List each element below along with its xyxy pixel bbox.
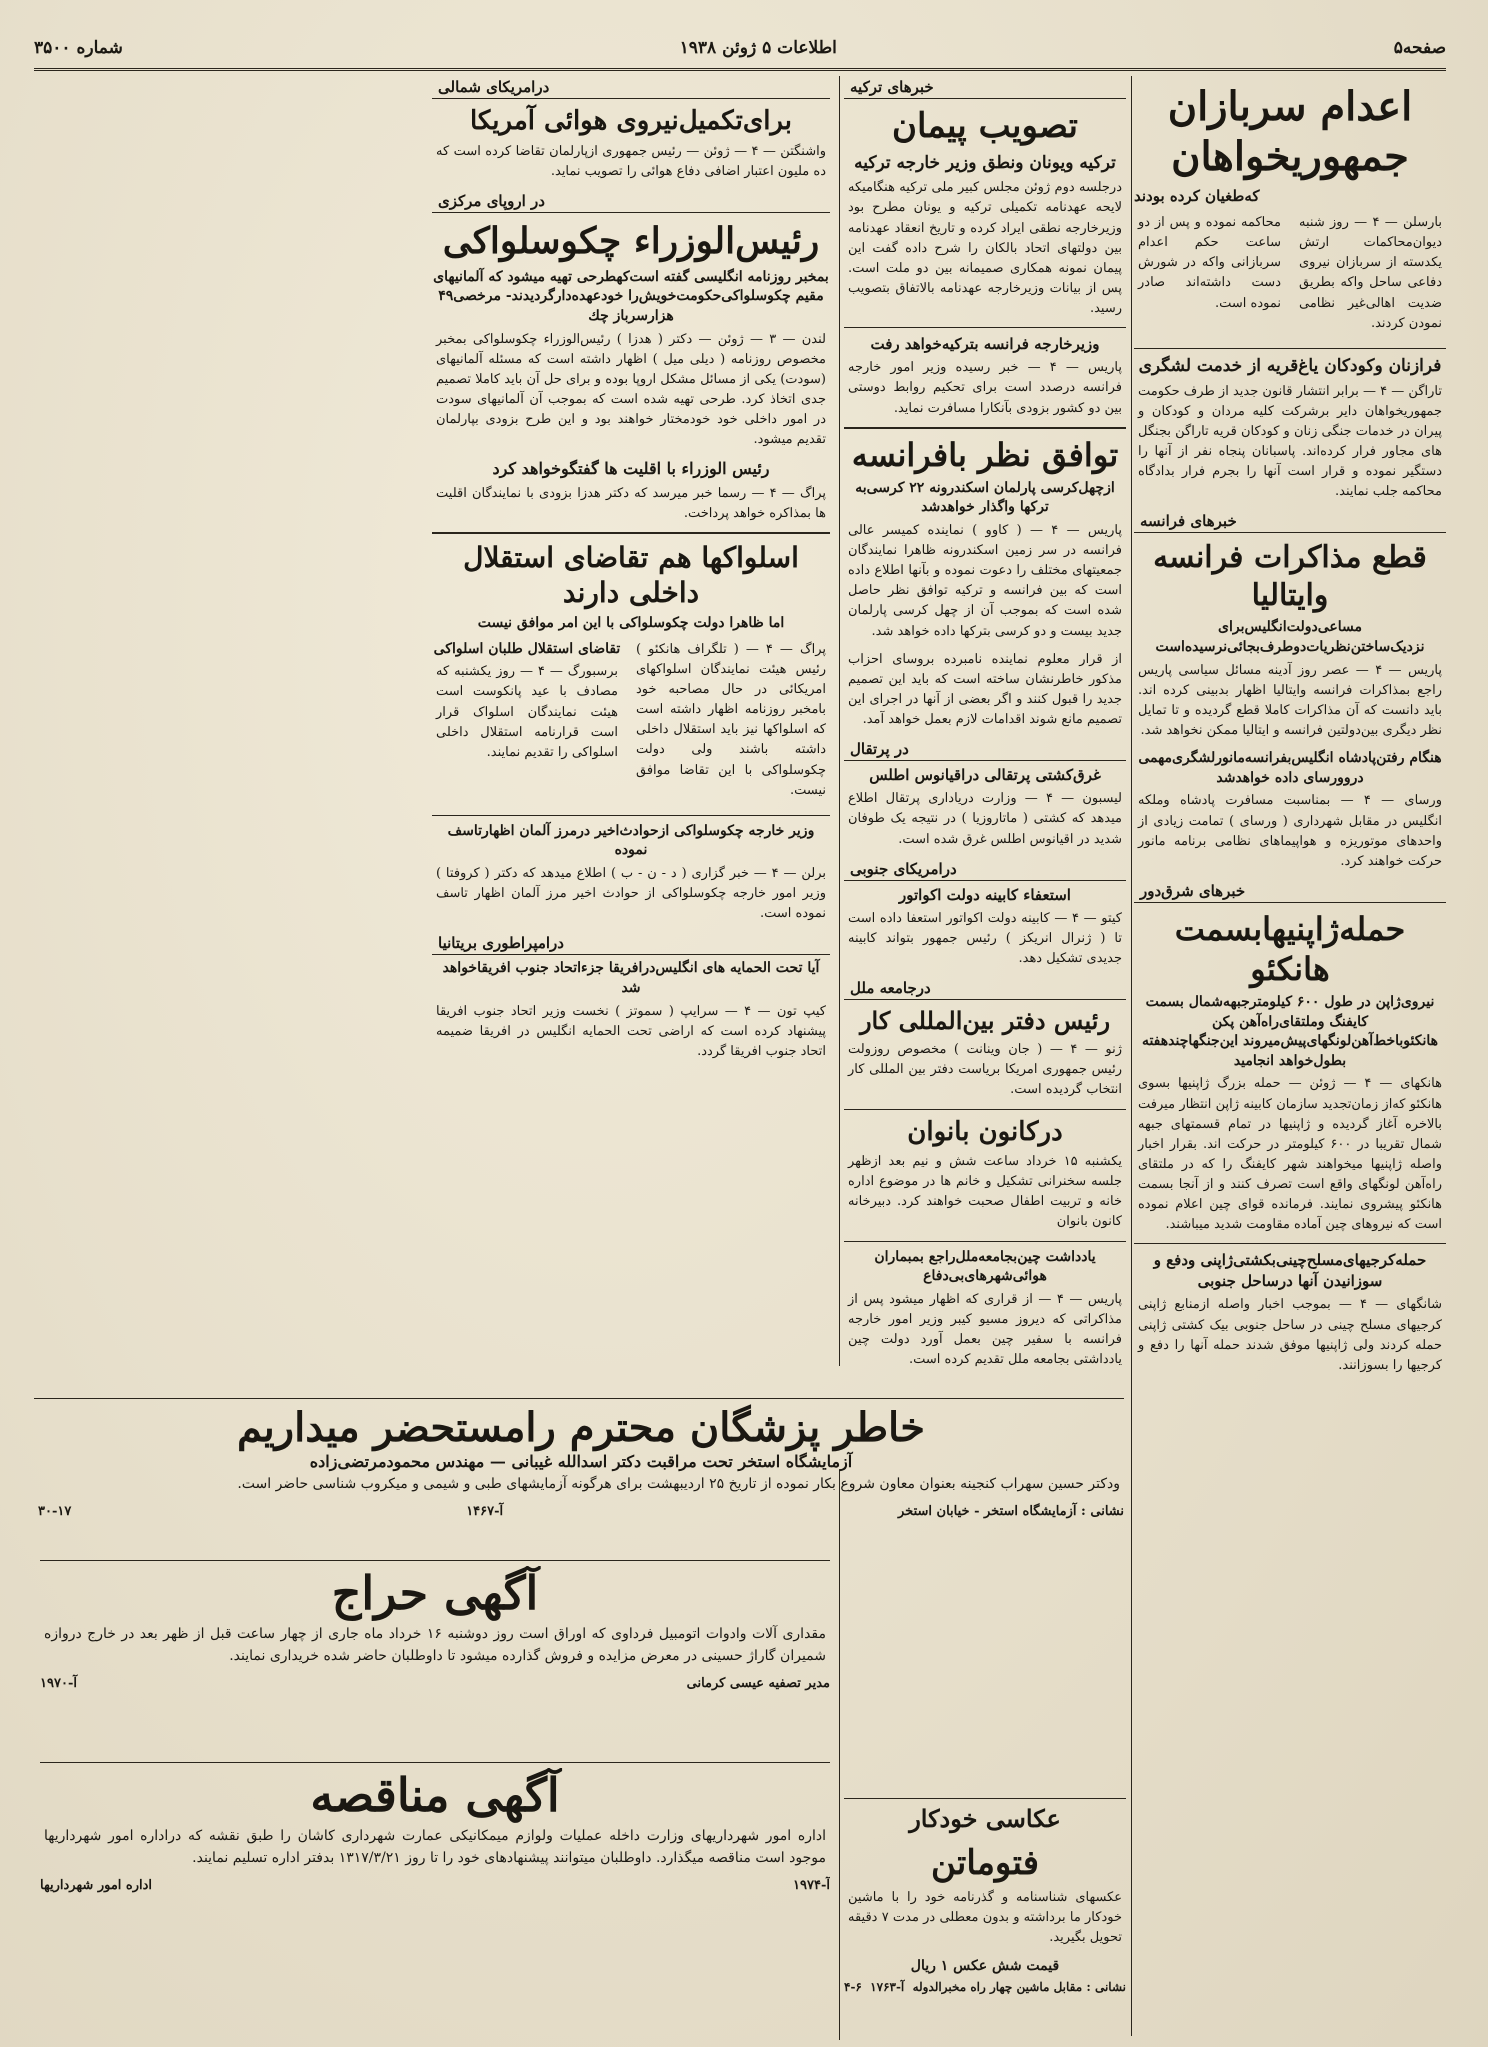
article-body: شانگهای — ۴ — بموجب اخبار واصله ازمنابع ژاپنی کرجیهای مسلح چینی در ساحل جنوبی بیک کشتی ژاپنی حمله کردند ولی ژاپنیها موفق شدند حمله آنها را دفع و کرجیها را بسوزانند. xyxy=(1138,1297,1443,1373)
headline-slovaks: اسلواکها هم تقاضای استقلال داخلی دارند xyxy=(463,541,799,610)
article-body: از قرار معلوم نماینده نامبرده بروسای احزاب مذکور خاطرنشان ساخته است که باید این تصمیم جدید را قبول کنند و اگر بعضی از آنها در اجرای این تصمیم مانع شوند اقدامات لازم بعمل خواهد آمد. xyxy=(848,651,1122,728)
headline-ship-sinking: غرق‌کشتی پرتقالی دراقیانوس اطلس xyxy=(869,766,1101,785)
masthead xyxy=(34,28,1446,71)
ad-price: قیمت شش عکس ۱ ریال xyxy=(910,1957,1060,1974)
column-rule xyxy=(839,76,840,1366)
ad-code: ۳۰-۱۷ xyxy=(38,1503,72,1519)
ad-title: آگهی حراج xyxy=(331,1566,539,1620)
headline-fm-visit: وزیرخارجه فرانسه بترکیه‌خواهد رفت xyxy=(870,335,1100,354)
date-line: اطلاعات ۵ ژوئن ۱۹۳۸ xyxy=(679,38,837,58)
article-body: لیسبون — ۴ — وزارت دریاداری پرتقال اطلاع میدهد که کشتی ( ماتاروزیا ) در نتیجه یک طوفان شدید در اقیانوس اطلس غرق شده است. xyxy=(848,791,1122,847)
article-body: پاریس — ۴ — خبر رسیده وزیر امور خارجه فرانسه درصدد است برای تحکیم روابط دوستی بین دو کشور بزودی بآنکارا مسافرت نماید. xyxy=(848,360,1122,416)
ad-code: آ-۱۷۶۳ xyxy=(870,1980,905,1995)
ad-subtitle: آزمایشگاه استخر تحت مراقبت دکتر اسدالله غیبانی — مهندس محمودمرتضی‌زاده xyxy=(309,1452,853,1471)
section-rule xyxy=(40,1762,830,1763)
ad-photobooth xyxy=(844,1798,1126,2029)
headline-czech-pm: رئیس‌الوزراء چکوسلواکی xyxy=(442,219,820,262)
headline-slovak-demands: تقاضای استقلال طلبان اسلواکی xyxy=(433,640,621,657)
headline-ecuador: استعفاء کابینه دولت اکواتور xyxy=(899,885,1071,904)
headline-france-italy: قطع مذاکرات فرانسه وایتالیا xyxy=(1153,540,1427,613)
headline-czech-fm: وزیر خارجه چکوسلواکی ازحوادث‌اخیر درمرز آلمان اظهارتاسف نموده xyxy=(447,822,815,859)
ad-title: خاطر پزشگان محترم رامستحضر میداریم xyxy=(237,1404,925,1451)
headline-women-center: درکانون بانوان xyxy=(907,1116,1063,1147)
ad-title: عکاسی خودکار xyxy=(909,1804,1061,1833)
article-body: پراگ — ۴ — رسما خبر میرسد که دکتر هدزا بزودی با نمایندگان اقلیت ها بمذاکره خواهد پرداخت. xyxy=(436,485,826,521)
ad-body: اداره امور شهرداریهای وزارت داخله عملیات ولوازم میمکانیکی عمارت شهرداری کاشان را طبق نقشه که دراداره امور شهرداریها موجود است مناقصه میگذارد. داوطلبان میتوانند پیشنهادهای خود را تا روز ۱۳۱۷/۳/۲۱ بدفتر اداره تسلیم نمایند. xyxy=(44,1828,826,1866)
article-body: پراگ — ۴ — ( تلگراف هانکئو ) رئیس هیئت نمایندگان اسلواکهای امریکائی در حال مصاحبه خود بامخبر روزنامه اظهار داشته است که اسلواکها نیز باید استقلال داخلی داشته باشند ولی دولت چکوسلواکی با این تقاضا موافق نیست. xyxy=(636,641,826,798)
article-body: محاکمه نموده و پس از دو ساعت حکم اعدام سربازانی واکه در شورش دست داشته‌اند صادر نموده است. xyxy=(1138,215,1281,311)
ad-title: فتوماتن xyxy=(931,1842,1039,1883)
section-kicker: خبرهای فرانسه xyxy=(1134,510,1446,533)
ad-body: ودکتر حسین سهراب کنجینه بعنوان معاون شروع بکار نموده از تاریخ ۲۵ اردیبهشت برای هرگونه آزمایشهای طبی و شیمی و میکروب شناسی حاضر است. xyxy=(237,1476,1120,1492)
headline-south-africa: آیا تحت الحمایه های انگلیس‌درافریقا جزءاتحاد جنوب افریقاخواهد شد xyxy=(442,960,820,996)
headline-chinese-boats: حمله‌کرجیهای‌مسلح‌چینی‌بکشتی‌ژاپنی ودفع و سوزانیدن آنها درساحل جنوبی xyxy=(1153,1251,1427,1291)
ad-auction xyxy=(40,1566,830,1756)
article-body: ورسای — ۴ — بمناسبت مسافرت پادشاه وملکه انگلیس در مقابل شهرداری ( ورسای ) تمامت زیادی از واحدهای موتوریزه و هواپیماهای نظامی برنامه مانور حرکت خواهند کرد. xyxy=(1138,793,1442,869)
ad-code: ۴-۶ xyxy=(844,1980,862,1995)
headline-versailles: هنگام رفتن‌پادشاه انگلیس‌بفرانسه‌مانورلشگری‌مهمی دروورسای داده خواهدشد xyxy=(1138,750,1442,786)
section-kicker: در اروپای مرکزی xyxy=(432,190,830,213)
column-1 xyxy=(1134,76,1446,2027)
subhead: ترکیه ویونان ونطق وزیر خارجه ترکیه xyxy=(854,152,1116,173)
page-label: صفحه۵ xyxy=(1393,38,1446,58)
headline-hankou: حمله‌ژاپنیهابسمت هانکئو xyxy=(1174,909,1406,988)
article-body: کیتو — ۴ — کابینه دولت اکواتور استعفا داده است تا ( ژنرال انریکز ) رئیس جمهور بتواند کابینه جدیدی تشکیل دهد. xyxy=(848,910,1123,966)
article-body: برلن — ۴ — خبر گزاری ( د - ن - ب ) اطلاع میدهد که دکتر ( کروفتا ) وزیر امور خارجه چکوسلواکی از حوادث اخیر مرز آلمان اظهار تاسف نموده است. xyxy=(436,865,826,922)
section-kicker: درامریکای جنوبی xyxy=(844,858,1126,881)
ad-signature: مدیر تصفیه عیسی کرمانی xyxy=(686,1675,830,1691)
subhead: اما ظاهرا دولت چکوسلواکی با این امر موافق نیست xyxy=(477,615,785,632)
ad-signature: اداره امور شهرداریها xyxy=(40,1877,153,1893)
subhead: بمخبر روزنامه انگلیسی گفته است‌کهطرحی تهیه میشود که آلمانیهای مقیم چکوسلواکی‌حکومت‌خویش‌را خودعهده‌دارگردیدند- مرخصی۴۹ هزارسرباز چك xyxy=(433,268,829,324)
ad-address: نشانی : آزمایشگاه استخر - خیابان استخر xyxy=(898,1503,1124,1519)
section-kicker: درامپراطوری بریتانیا xyxy=(432,932,830,955)
article-body: درجلسه دوم ژوئن مجلس کبیر ملی ترکیه هنگامیکه لایحه عهدنامه تکمیلی ترکیه و یونان مطرح بود وزیرخارجه نطقی ایراد کرده و تاریخ انعقاد عهدنامه بین دولتهای اتحاد بالکان را شرح داده گفت این پیمان نمونه همکاری صمیمانه بین دو ملت است. پس از بیانات وزیرخارجه عهدنامه بالاتفاق بتصویب رسید. xyxy=(848,180,1122,317)
headline-minorities: رئیس الوزراء با اقلیت ها گفتگوخواهد کرد xyxy=(492,459,770,479)
section-rule xyxy=(34,1398,1124,1399)
ad-code: آ-۱۴۶۷ xyxy=(466,1503,504,1519)
article-body: لندن — ۳ — ژوئن — دکتر ( هدزا ) رئیس‌الوزراء چکوسلواکی بمخبر مخصوص روزنامه ( دیلی میل ) اظهار داشته است که مسئله آلمانیهای (سودت) یکی از مسائل مشکل اروپا بوده و برای حل آن باید کاملا تصمیم جدی اتخاذ کرد. طرحی تهیه شده است که بموجب آن آلمانیهای سودت در امور داخلی خود خودمختار خواهند بود و این طرح بزودی بپارلمان تقدیم میشود. xyxy=(436,331,826,448)
ad-body: عکسهای شناسنامه و گذرنامه خود را با ماشین خودکار ما برداشته و بدون معطلی در مدت ۷ دقیقه تحویل بگیرید. xyxy=(848,1890,1122,1946)
column-rule xyxy=(1131,76,1132,2036)
section-kicker: خبرهای شرق‌دور xyxy=(1134,880,1446,903)
article-body: پاریس — ۴ — از قراری که اظهار میشود پس از مذاکراتی که دیروز مسیو کیبر وزیر امور خارجه فرانسه با سفیر چین بعمل آورد دولت چین یادداشتی بجامعه ملل تقدیم کرده است. xyxy=(848,1291,1122,1368)
article-body: هانکهای — ۴ — ژوئن — حمله بزرگ ژاپنیها بسوی هانکئو که‌از زمان‌تجدید سازمان کابینه ژاپن انتظار میرفت بالاخره آغاز گردیده و ژاپنیها در تمام قسمتهای جبهه شمال تقریبا در ۶۰۰ کیلومتر در حرکت اند. بقرار اخبار واصله ژاپنیها میخواهند شهر کایفنگ را که در ملتقای راه‌آهن لونگهای واقع است تصرف کنند و از آنجا بسمت هانکئو پیشروی نمایند. فرمانده قوای چین اعلام نموده است که نیروهای چین آماده مقاومت شدید میباشند. xyxy=(1138,1076,1442,1233)
ad-tender xyxy=(40,1768,830,2028)
article-body: واشنگتن — ۴ — ژوئن — رئیس جمهوری ازپارلمان تقاضا کرده است که ده ملیون اعتبار اضافی دفاع هوائی را تصویب نماید. xyxy=(436,143,826,179)
issue-number: شماره ۳۵۰۰ xyxy=(34,38,123,58)
article-body: برسبورگ — ۴ — روز یکشنبه که مصادف با عید پانکوست است هیئت نمایندگان اسلواک قرار است قرارنامه استقلال داخلی اسلواکی را تقدیم نمایند. xyxy=(436,664,618,760)
ad-title: آگهی مناقصه xyxy=(310,1768,560,1822)
ad-body: مقداری آلات وادوات اتومبیل فرداوی که اوراق است روز دوشنبه ۱۶ خرداد ماه جاری از چهار ساعت قبل از ظهر بعد در خارج دروازه شمیران گاراژ حسینی در معرض مزایده و فروش گذارده میشود تا داوطلبان حاضر شده خریداری نمایند. xyxy=(44,1626,826,1664)
ad-laboratory xyxy=(38,1404,1124,1554)
headline-ilo: رئیس دفتر بین‌المللی کار xyxy=(859,1006,1111,1036)
article-body: یکشنبه ۱۵ خرداد ساعت شش و نیم بعد ازظهر جلسه سخنرانی تشکیل و خانم ها در موضوع اداره خانه و تربیت اطفال صحبت خواهند کرد. دبیرخانه کانون بانوان xyxy=(848,1154,1122,1230)
article-body: کیپ تون — ۴ — سرایپ ( سموتز ) نخست وزیر اتحاد جنوب افریقا پیشنهاد کرده است که اراضی تحت الحمایه انگلیس در افریقا ضمیمه اتحاد جنوب افریقا گردد. xyxy=(436,1003,826,1059)
headline-us-air-force: برای‌تکمیل‌نیروی هوائی آمریکا xyxy=(469,106,793,136)
column-2 xyxy=(844,76,1126,2027)
article-body: پاریس — ۴ — عصر روز آدینه مسائل سیاسی پاریس راجع بمذاکرات فرانسه وایتالیا اظهار بدبینی کرده اند. باید دانست که آن مذاکرات کاملا قطع گردیده و تا تمایل نظر دیگری بین‌دولتین فرانسه و ایتالیا ممکن نخواهد شد. xyxy=(1138,662,1442,739)
article-body: بارسلن — ۴ — روز شنبه دیوان‌محاکمات ارتش یکدسته از سربازان نیروی دفاعی ساحل واکه بطریق ضدیت اهالی‌غیر نظامی نمودن کردند. xyxy=(1299,215,1442,331)
headline-tarragona: فرازنان وکودکان یاغ‌قریه از خدمت لشگری xyxy=(1138,355,1442,376)
subhead: مساعی‌دولت‌انگلیس‌برای نزدیک‌ساختن‌نظریات‌دوطرف‌بجائی‌نرسیده‌است xyxy=(1155,619,1425,656)
column-3 xyxy=(432,76,830,1366)
headline-executions: اعدام سربازان جمهوریخواهان xyxy=(1167,83,1413,180)
headline-agreement: توافق نظر بافرانسه xyxy=(851,435,1119,474)
article-body: ژنو — ۴ — ( جان وینانت ) مخصوص روزولت رئیس جمهوری امریکا بریاست دفتر بین المللی کار انتخاب گردیده است. xyxy=(848,1042,1122,1098)
subhead: ازچهل‌کرسی پارلمان اسکندرونه ۲۲ کرسی‌به ترکها واگذار خواهدشد xyxy=(855,479,1115,516)
article-body: پاریس — ۴ — ( کاوو ) نماینده کمیسر عالی فرانسه در سر زمین اسکندرونه ظاهرا نمایندگان جمعیتهای مختلف را دعوت نموده و بآنها اطلاع داده است که بین فرانسه و ترکیه توافق نظر حاصل شده است که بموجب آن از چهل کرسی پارلمان جدید بیست و دو کرسی بترکها داده خواهد شد. xyxy=(848,522,1122,639)
subhead: که‌طغیان کرده بودند xyxy=(1134,187,1260,205)
section-rule xyxy=(40,1560,830,1561)
section-kicker: در پرتقال xyxy=(844,738,1126,761)
section-kicker: خبرهای ترکیه xyxy=(844,76,1126,99)
headline-treaty: تصویب پیمان xyxy=(892,106,1078,146)
subhead: نیروی‌ژاپن در طول ۶۰۰ کیلومترجبهه‌شمال بسمت کایفنگ وملتقای‌راه‌آهن پکن هانکئو‌باخط‌آهن‌لونگهای‌پیش‌میروند این‌جنگها‌چندهفته بطول‌خواهد انجامید xyxy=(1141,993,1439,1069)
column-rule xyxy=(839,1470,840,2040)
section-kicker: درجامعه ملل xyxy=(844,977,1126,1000)
headline-china-note: یادداشت چین‌بجامعه‌ملل‌راجع بمبماران هوائی‌شهرهای‌بی‌دفاع xyxy=(874,1248,1096,1285)
section-kicker: درامریکای شمالی xyxy=(432,76,830,99)
article-body: تاراگن — ۴ — برابر انتشار قانون جدید از طرف حکومت جمهوریخواهان دایر برشرکت کلیه مردان و کودکان و پیران در خدمات جنگی زنان و کودکان قریه تاراگن بجنگل های مجاور فرار کرده‌اند. پاسبانان پنجاه نفر از آنها را دستگیر نموده و قرار است آنها را بجرم فرار بدادگاه محاکمه جلب نمایند. xyxy=(1138,383,1442,500)
ad-code: آ-۱۹۷۰ xyxy=(40,1675,77,1691)
ad-address: نشانی : مقابل ماشین چهار راه مخبرالدوله xyxy=(912,1980,1126,1995)
ad-code: آ-۱۹۷۴ xyxy=(793,1877,830,1893)
